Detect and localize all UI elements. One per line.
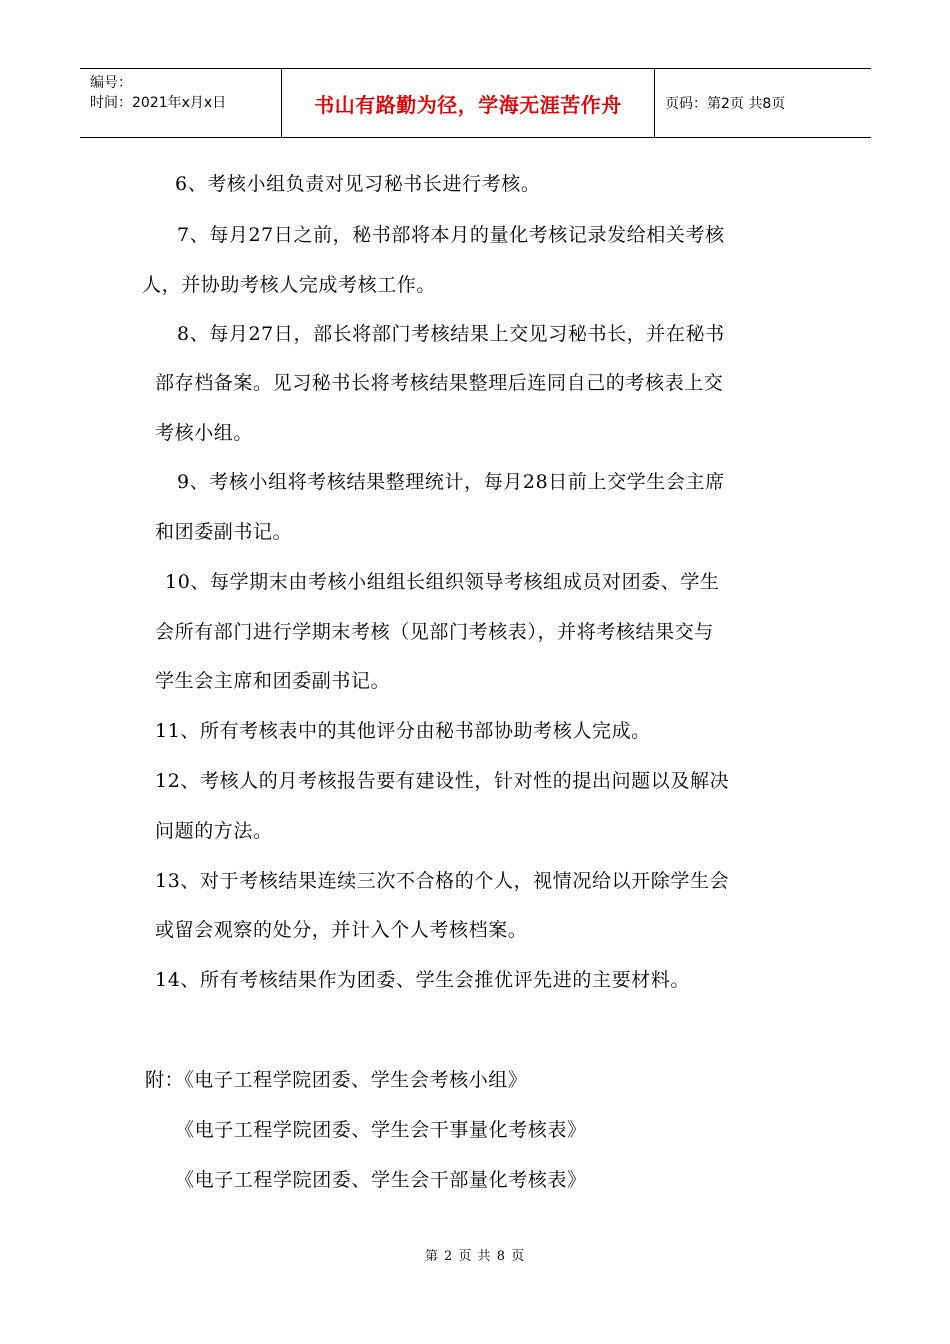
body-line: 12、考核人的月考核报告要有建设性，针对性的提出问题以及解决 bbox=[155, 770, 730, 792]
header-page-info: 页码：第2页 共8页 bbox=[665, 96, 786, 112]
body-line: 10、每学期末由考核小组组长组织领导考核组成员对团委、学生 bbox=[165, 571, 720, 593]
body-line: 6、考核小组负责对见习秘书长进行考核。 bbox=[175, 173, 541, 195]
appendix-line: 《电子工程学院团委、学生会干事量化考核表》 bbox=[175, 1119, 587, 1141]
body-line: 14、所有考核结果作为团委、学生会推优评先进的主要材料。 bbox=[155, 969, 690, 991]
body-line: 考核小组。 bbox=[155, 422, 254, 444]
body-line: 问题的方法。 bbox=[155, 820, 273, 842]
body-line: 学生会主席和团委副书记。 bbox=[155, 670, 391, 692]
document-date: 时间：2021年x月x日 bbox=[90, 95, 227, 111]
document-number-label: 编号： bbox=[90, 75, 132, 91]
body-line: 部存档备案。见习秘书长将考核结果整理后连同自己的考核表上交 bbox=[155, 372, 724, 394]
page-header bbox=[80, 68, 871, 138]
body-line: 和团委副书记。 bbox=[155, 521, 293, 543]
body-line: 13、对于考核结果连续三次不合格的个人，视情况给以开除学生会 bbox=[155, 870, 730, 892]
header-meta bbox=[80, 69, 282, 137]
page-footer: 第 2 页 共 8 页 bbox=[424, 1249, 526, 1264]
header-motto: 书山有路勤为径，学海无涯苦作舟 bbox=[282, 69, 655, 137]
appendix-line: 附：《电子工程学院团委、学生会考核小组》 bbox=[145, 1069, 528, 1091]
body-line: 会所有部门进行学期末考核（见部门考核表），并将考核结果交与 bbox=[155, 621, 714, 643]
body-line: 11、所有考核表中的其他评分由秘书部协助考核人完成。 bbox=[155, 720, 651, 742]
body-line: 9、考核小组将考核结果整理统计，每月28日前上交学生会主席 bbox=[177, 471, 725, 493]
body-line: 人，并协助考核人完成考核工作。 bbox=[142, 274, 437, 296]
body-line: 8、每月27日，部长将部门考核结果上交见习秘书长，并在秘书 bbox=[177, 323, 725, 345]
appendix-line: 《电子工程学院团委、学生会干部量化考核表》 bbox=[175, 1169, 587, 1191]
body-line: 或留会观察的处分，并计入个人考核档案。 bbox=[155, 919, 528, 941]
body-line: 7、每月27日之前，秘书部将本月的量化考核记录发给相关考核 bbox=[177, 224, 725, 246]
